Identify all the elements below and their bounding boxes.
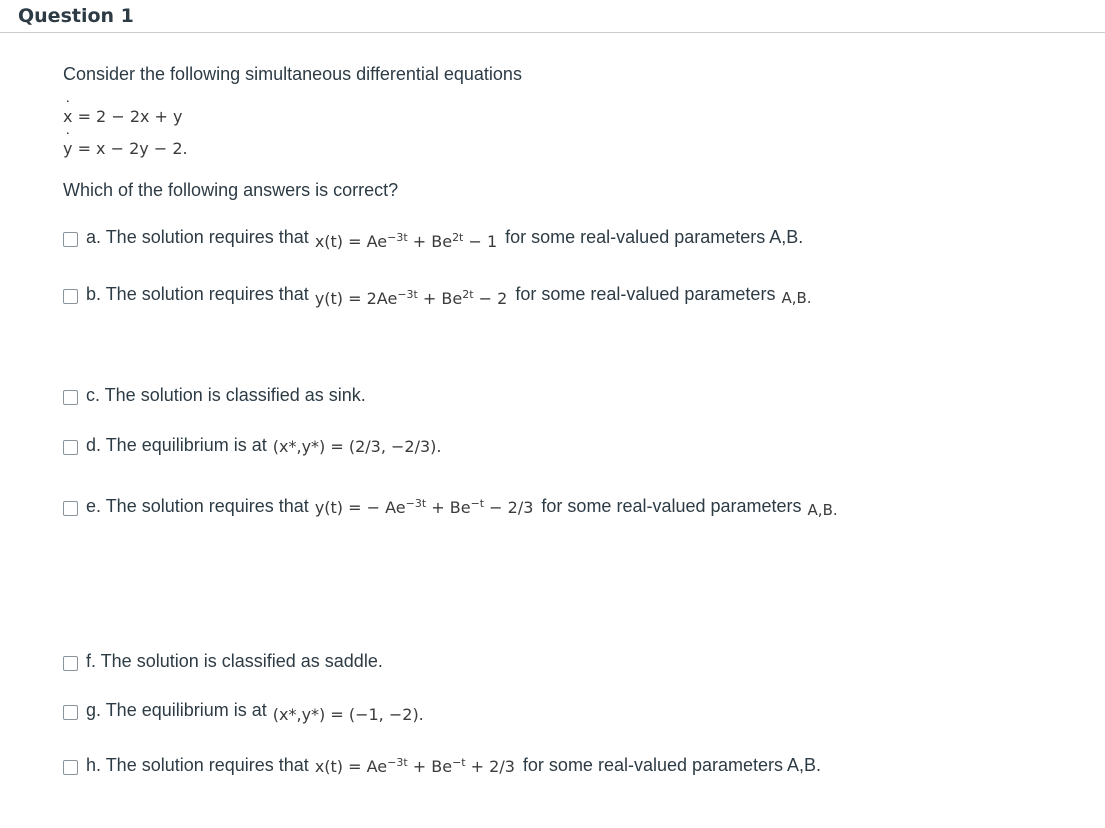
- option-h[interactable]: [63, 755, 821, 776]
- option-b-exp1: −3t: [397, 288, 418, 301]
- eq2-rhs: = x − 2y − 2.: [77, 139, 188, 158]
- option-f-checkbox[interactable]: [63, 656, 78, 671]
- option-a-prefix: a. The solution requires that: [86, 227, 309, 247]
- option-a-math-tail: − 1: [463, 232, 498, 251]
- option-b-math-tail: − 2: [473, 289, 508, 308]
- option-b-exp2: 2t: [462, 288, 474, 301]
- option-b-checkbox[interactable]: [63, 289, 78, 304]
- option-a[interactable]: [63, 227, 804, 251]
- option-e-suffix-math: A,B.: [807, 501, 838, 519]
- option-b-math: [315, 289, 508, 308]
- option-d-checkbox[interactable]: [63, 440, 78, 455]
- option-h-exp1: −3t: [387, 756, 408, 769]
- title-divider: [0, 32, 1105, 33]
- intro-text: Consider the following simultaneous differential equations: [63, 64, 522, 84]
- option-b-math-mid: + Be: [417, 289, 463, 308]
- option-c-checkbox[interactable]: [63, 390, 78, 405]
- option-b-suffix: for some real-valued parameters: [515, 284, 776, 304]
- option-e-math-tail: − 2/3: [484, 498, 534, 517]
- equation-2: [63, 139, 188, 158]
- option-h-suffix: for some real-valued parameters A,B.: [522, 755, 822, 775]
- option-f-text: f. The solution is classified as saddle.: [86, 651, 383, 671]
- option-b[interactable]: [63, 284, 812, 308]
- option-a-math: [315, 232, 497, 251]
- option-b-suffix-math: A,B.: [781, 289, 812, 307]
- option-d[interactable]: [63, 435, 442, 456]
- option-e-math-mid: + Be: [426, 498, 471, 517]
- option-f[interactable]: [63, 651, 383, 672]
- eq1-variable: ˙ x: [63, 107, 72, 126]
- option-h-math: [315, 757, 515, 776]
- option-g[interactable]: [63, 700, 424, 724]
- option-e-exp1: −3t: [405, 497, 427, 510]
- option-h-math-lhs: x(t) = Ae: [314, 757, 388, 776]
- option-e-checkbox[interactable]: [63, 501, 78, 516]
- option-a-checkbox[interactable]: [63, 232, 78, 247]
- option-d-prefix: d. The equilibrium is at: [86, 435, 267, 455]
- option-b-prefix: b. The solution requires that: [86, 284, 309, 304]
- question-title: Question 1: [18, 5, 134, 27]
- option-a-exp1: −3t: [387, 231, 408, 244]
- option-e[interactable]: [63, 496, 838, 517]
- equation-1: [63, 107, 183, 126]
- option-g-math: (x*,y*) = (−1, −2).: [272, 705, 424, 724]
- question-prompt: Which of the following answers is correct?: [63, 180, 399, 200]
- option-h-math-tail: + 2/3: [465, 757, 515, 776]
- eq1-rhs: = 2 − 2x + y: [77, 107, 183, 126]
- option-a-math-lhs: x(t) = Ae: [314, 232, 388, 251]
- option-e-exp2: −t: [470, 497, 485, 510]
- option-e-prefix: e. The solution requires that: [86, 496, 309, 516]
- eq2-variable: ˙ y: [63, 139, 72, 158]
- option-d-math: (x*,y*) = (2/3, −2/3).: [272, 437, 442, 456]
- option-b-math-lhs: y(t) = 2Ae: [314, 289, 398, 308]
- option-c-text: c. The solution is classified as sink.: [86, 385, 366, 405]
- option-h-prefix: h. The solution requires that: [86, 755, 309, 775]
- option-h-exp2: −t: [452, 756, 466, 769]
- option-a-math-mid: + Be: [407, 232, 453, 251]
- option-h-math-mid: + Be: [407, 757, 453, 776]
- option-a-suffix: for some real-valued parameters A,B.: [505, 227, 804, 247]
- option-e-math: [315, 498, 534, 517]
- option-g-checkbox[interactable]: [63, 705, 78, 720]
- option-e-suffix: for some real-valued parameters: [541, 496, 802, 516]
- option-g-prefix: g. The equilibrium is at: [86, 700, 267, 720]
- option-h-checkbox[interactable]: [63, 760, 78, 775]
- option-e-math-lhs: y(t) = − Ae: [314, 498, 406, 517]
- option-a-exp2: 2t: [452, 231, 464, 244]
- option-c[interactable]: [63, 385, 366, 406]
